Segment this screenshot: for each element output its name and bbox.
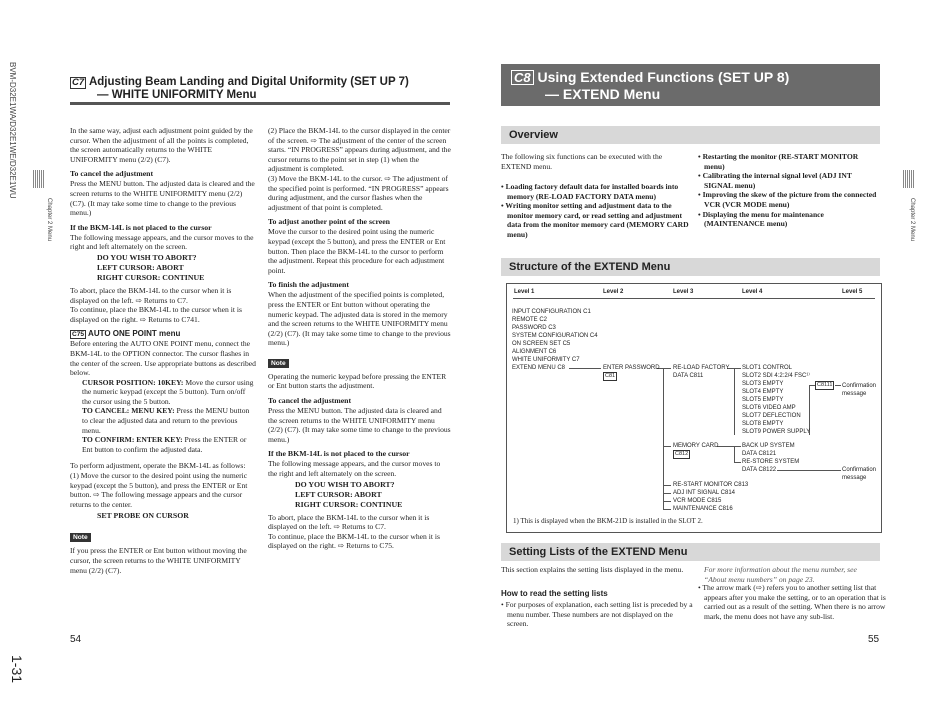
level-1-label: Level 1	[514, 289, 535, 295]
message-line-2: LEFT CURSOR: ABORT	[97, 262, 184, 272]
message-2-line-3: RIGHT CURSOR: CONTINUE	[295, 499, 403, 509]
not-placed-text-2: The following message appears, and the cursor moves to the right and left alternately on the screen.	[268, 459, 441, 479]
title-line1: Adjusting Beam Landing and Digital Uniformity (SET UP 7)	[88, 76, 409, 88]
heading-cancel: To cancel the adjustment	[70, 169, 154, 179]
cursor-position-item	[70, 378, 256, 407]
message-line-3: RIGHT CURSOR: CONTINUE	[97, 272, 205, 282]
set-probe-message: SET PROBE ON CURSOR	[97, 511, 189, 521]
level3-item: MEMORY CARD	[673, 443, 719, 449]
connector	[663, 493, 671, 494]
chapter-tab-left: Chapter 2 Menu	[46, 198, 52, 242]
slot-item: SLOT9 POWER SUPPLY	[742, 429, 811, 435]
section-code-c75: C75	[72, 331, 85, 339]
slot-item: SLOT7 DEFLECTION	[742, 413, 801, 419]
abort-text: To abort, place the BKM-14L to the cursor when it is displayed on the left. ⇨ Returns to C7.	[70, 285, 232, 305]
left-col1	[70, 126, 256, 575]
auto-text: Before entering the AUTO ONE POINT menu, connect the BKM-14L to the OPTION connector. The cursor flashes in the center of the screen. Use appropriate buttons as described below.	[70, 339, 256, 378]
level1-item: WHITE UNIFORMITY C7	[512, 357, 580, 363]
confirmation-1: Confirmation	[842, 383, 877, 389]
setting-intro: This section explains the setting lists displayed in the menu.	[501, 565, 684, 574]
message-2-line-1: DO YOU WISH TO ABORT?	[295, 479, 395, 489]
left-page-title	[70, 76, 450, 102]
level3-item: DATA C811	[673, 373, 704, 379]
level-2-label: Level 2	[603, 289, 624, 295]
right-title-line1: Using Extended Functions (SET UP 8)	[537, 69, 790, 85]
confirmation-2b: message	[842, 475, 867, 481]
slot-item: SLOT8 EMPTY	[742, 421, 784, 427]
connector	[663, 485, 671, 486]
connector	[663, 446, 671, 447]
continue-text-2: To continue, place the BKM-14L to the cursor when it is displayed on the right. ⇨ Returns to C75.	[268, 531, 440, 551]
overview-item: • Calibrating the internal signal level (ADJ INT SIGNAL menu)	[698, 171, 852, 190]
cursor-position-text: Move the cursor using the numeric keypad (except the 5 button). Turn on/off the cursor using the 5 button.	[82, 377, 254, 406]
page-code: 1-31	[9, 655, 25, 684]
abort-text-2: To abort, place the BKM-14L to the cursor when it is displayed on the left. ⇨ Returns to C7.	[268, 512, 430, 532]
structure-heading: Structure of the EXTEND Menu	[501, 258, 880, 276]
overview-list-right	[698, 152, 880, 229]
connector	[777, 470, 841, 471]
connector	[835, 385, 841, 386]
structure-diagram	[506, 283, 882, 533]
continue-text: To continue, place the BKM-14L to the cursor when it is displayed on the right. ⇨ Returns to C741.	[70, 305, 242, 324]
cancel-text-2: Press the MENU button. The adjusted data is cleared and the screen returns to the WHITE UNIFORMITY menu (2/2) (C7). (It may take some time to change to the previous menu.)	[268, 406, 451, 444]
level2-code	[603, 372, 617, 381]
heading-cancel-2: To cancel the adjustment	[268, 396, 352, 406]
left-page-number: 54	[70, 634, 82, 645]
memory-item: DATA C8122	[742, 467, 777, 473]
slot-item: SLOT5 EMPTY	[742, 397, 784, 403]
more-info-text: For more information about the menu number, see “About menu numbers” on page 23.	[704, 565, 857, 584]
connector	[663, 501, 671, 502]
setting-lists-heading: Setting Lists of the EXTEND Menu	[501, 543, 880, 561]
connector	[734, 446, 735, 463]
cursor-position-label: CURSOR POSITION: 10KEY:	[82, 377, 184, 387]
note-2-text: Operating the numeric keypad before pressing the ENTER or Ent button starts the adjustment.	[268, 371, 447, 391]
level1-item: PASSWORD C3	[512, 325, 556, 331]
level1-item: ON SCREEN SET C5	[512, 341, 571, 347]
heading-another-point: To adjust another point of the screen	[268, 217, 391, 227]
to-confirm-label: TO CONFIRM: ENTER KEY:	[82, 435, 183, 445]
title-rule-left	[70, 102, 450, 105]
left-col2	[268, 126, 451, 551]
overview-item: • Loading factory default data for installed boards into memory (RE-LOAD FACTORY DATA menu)	[501, 182, 679, 201]
intro-text: In the same way, adjust each adjustment point guided by the cursor. When the adjustment of all the points is completed, the screen automatically returns to the WHITE UNIFORMITY menu (2/2) (C7).	[70, 126, 253, 164]
level3-code	[673, 450, 690, 459]
slot-item: SLOT1 CONTROL	[742, 365, 793, 371]
auto-one-point-heading	[70, 329, 256, 339]
heading-not-placed-2: If the BKM-14L is not placed to the cursor	[268, 449, 410, 459]
overview-intro: The following six functions can be executed with the EXTEND menu.	[501, 152, 663, 171]
connector	[663, 509, 671, 510]
to-confirm-item	[70, 435, 256, 454]
note-badge-1: Note	[70, 533, 91, 542]
step-2: (2) Place the BKM-14L to the cursor displayed in the center of the screen. ⇨ The adjustment of the center of the screen starts. “IN PROGRESS” appears during adjustment, and the cursor returns to the point set in step (1) when the adjustment is completed.	[268, 126, 451, 174]
step-1: (1) Move the cursor to the desired point using the numeric keypad (except the 5 button), and press the ENTER or Ent button. ⇨ The following message appears and the cursor returns to the center.	[70, 471, 248, 509]
code-c812: C812	[675, 451, 689, 457]
howto-heading: How to read the setting lists	[501, 589, 608, 598]
heading-not-placed: If the BKM-14L is not placed to the cursor	[70, 222, 212, 232]
arrow-item: • The arrow mark (⇨) refers you to another setting list that appears after you make the setting, or to an operation that is carried out as a result of the setting. When there is no arrow mark, the menu does not have any sub-list.	[698, 583, 886, 621]
margin-tab-left	[33, 170, 45, 188]
finish-text: When the adjustment of the specified points is completed, press the ENTER or Ent button without operating the numeric keypad. The adjusted data is stored in the memory and the screen returns to the WHITE UNIFORMITY menu (2/2) (C7). (It may take some time to change to the previous menu.)	[268, 290, 451, 348]
right-page-number: 55	[868, 634, 880, 645]
heading-finish: To finish the adjustment	[268, 280, 349, 290]
step-3: (3) Move the BKM-14L to the cursor. ⇨ The adjustment of the specified point is performed. “IN PROGRESS” appears during adjustment, and the cursor flashes when the adjustment of that point is completed.	[268, 173, 449, 212]
right-title-line2: — EXTEND Menu	[545, 86, 661, 102]
auto-one-point-title: AUTO ONE POINT menu	[88, 329, 181, 339]
another-point-text: Move the cursor to the desired point using the numeric keypad (except the 5 button), and press the ENTER or Ent button. Then place the BKM-14L to the cursor to perform the adjustment. Repeat this procedure for each adjustment point.	[268, 227, 446, 275]
level3-item: MAINTENANCE C816	[673, 506, 733, 512]
diagram-footnote: 1) This is displayed when the BKM-21D is installed in the SLOT 2.	[513, 517, 703, 525]
perform-text: To perform adjustment, operate the BKM-14L as follows:	[70, 461, 246, 471]
to-cancel-item	[70, 406, 256, 435]
connector	[734, 462, 741, 463]
section-code-c8: C8	[511, 70, 534, 85]
doc-id: BVM-D32E1WA/D32E1WE/D32E1WU	[8, 62, 17, 199]
level3-item: RE-LOAD FACTORY	[673, 365, 730, 371]
message-line-1: DO YOU WISH TO ABORT?	[97, 252, 197, 262]
level1-item: EXTEND MENU C8	[512, 365, 566, 371]
level-3-label: Level 3	[673, 289, 694, 295]
level-4-label: Level 4	[742, 289, 763, 295]
connector	[734, 368, 735, 435]
slot-code	[815, 381, 834, 390]
overview-item: • Writing monitor setting and adjustment data to the monitor memory card, or read setting and adjustment data from the monitor memory card (MEMORY CARD menu)	[501, 201, 689, 239]
note-badge-2: Note	[268, 359, 289, 368]
slot-item: SLOT4 EMPTY	[742, 389, 784, 395]
memory-item: RE-STORE SYSTEM	[742, 459, 800, 465]
code-c8111: C8111	[817, 382, 833, 388]
level-5-label: Level 5	[842, 289, 863, 295]
to-confirm-text: Press the ENTER or Ent button to confirm the adjusted data.	[82, 435, 247, 454]
confirmation-1b: message	[842, 391, 867, 397]
right-page-title-bar	[501, 64, 880, 106]
chapter-tab-right: Chapter 2 Menu	[909, 198, 915, 242]
to-cancel-text: Press the MENU button to clear the adjusted data and return to the previous menu.	[82, 406, 250, 435]
margin-tab-right	[903, 170, 915, 188]
note-1-text: If you press the ENTER or Ent button without moving the cursor, the screen returns to the WHITE UNIFORMITY menu (2/2) (C7).	[70, 546, 247, 575]
level2-item: ENTER PASSWORD	[603, 365, 660, 371]
memory-item: BACK UP SYSTEM	[742, 443, 795, 449]
message-2-line-2: LEFT CURSOR: ABORT	[295, 489, 382, 499]
howto-item: • For purposes of explanation, each setting list is preceded by a menu number. These numbers are not displayed on the screen.	[501, 600, 693, 629]
level3-item: ADJ INT SIGNAL C814	[673, 490, 736, 496]
level1-item: ALIGNMENT C6	[512, 349, 557, 355]
cancel-text: Press the MENU button. The adjusted data is cleared and the screen returns to the WHITE UNIFORMITY menu (2/2) (C7). (It may take some time to change to the previous menu.)	[70, 179, 255, 218]
connector	[717, 446, 741, 447]
connector	[663, 368, 664, 510]
level3-item: VCR MODE C815	[673, 498, 722, 504]
section-code-c7: C7	[72, 77, 85, 88]
level1-item: REMOTE C2	[512, 317, 548, 323]
level1-item: INPUT CONFIGURATION C1	[512, 309, 591, 315]
overview-heading: Overview	[501, 126, 880, 144]
overview-item: • Improving the skew of the picture from the connected VCR (VCR MODE menu)	[698, 190, 877, 209]
code-c81: C81	[605, 373, 616, 379]
memory-item: DATA C8121	[742, 451, 777, 457]
overview-list-left	[501, 182, 691, 240]
title-line2: — WHITE UNIFORMITY Menu	[97, 89, 257, 101]
slot-item: SLOT2 SDI 4:2:2/4 FSC¹⁾	[742, 373, 810, 379]
overview-item: • Displaying the menu for maintenance (MAINTENANCE menu)	[698, 209, 824, 229]
slot-item: SLOT6 VIDEO AMP	[742, 405, 796, 411]
level3-item: RE-START MONITOR C813	[673, 482, 749, 488]
to-cancel-label: TO CANCEL: MENU KEY:	[82, 406, 175, 416]
slot-item: SLOT3 EMPTY	[742, 381, 784, 387]
level1-item: SYSTEM CONFIGURATION C4	[512, 333, 598, 339]
header-rule	[513, 298, 875, 299]
not-placed-text: The following message appears, and the cursor moves to the right and left alternately on the screen.	[70, 232, 254, 252]
overview-item: • Restarting the monitor (RE-START MONITOR menu)	[698, 152, 859, 171]
connector	[569, 368, 601, 369]
confirmation-2: Confirmation	[842, 467, 877, 473]
